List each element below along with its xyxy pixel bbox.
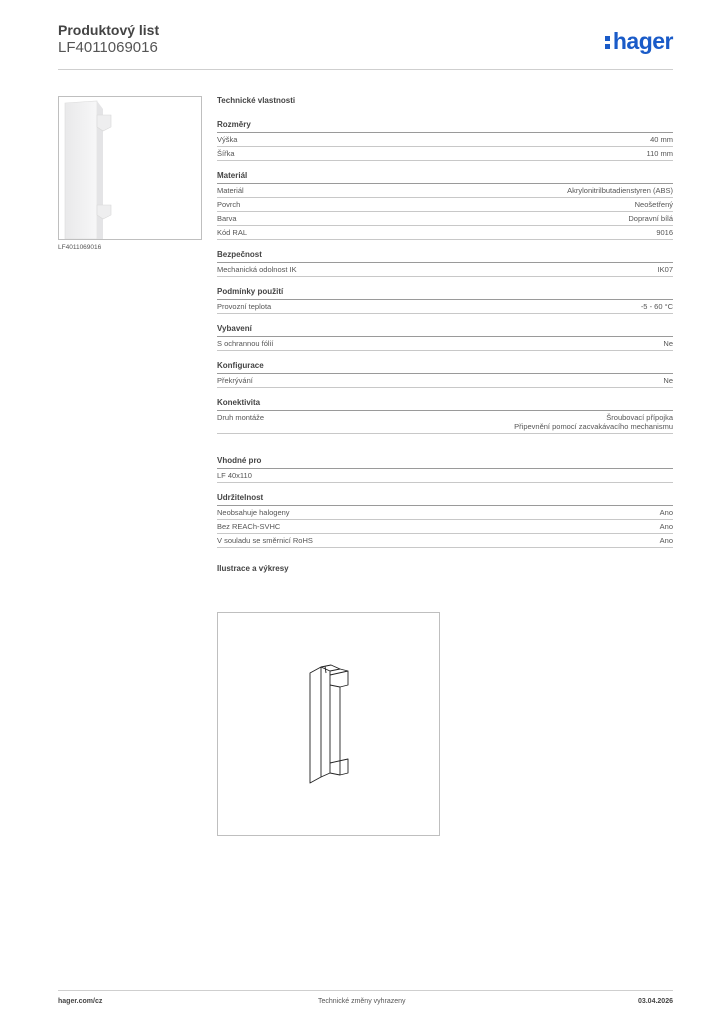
section-dimensions [217,120,673,161]
spec-label: Neobsahuje halogeny [217,508,290,517]
illustration-drawing [217,612,440,836]
section-conditions [217,287,673,314]
spec-label: Překrývání [217,376,253,385]
spec-value: 9016 [656,228,673,237]
spec-row [217,520,673,534]
product-image-caption: LF4011069016 [58,244,102,251]
section-title: Vhodné pro [217,456,673,469]
spec-row [217,469,673,483]
spec-value: -5 - 60 °C [640,302,673,311]
spec-value: 40 mm [650,135,673,144]
spec-value: Neošetřený [634,200,673,209]
spec-row [217,226,673,240]
spec-value-line: Šroubovací přípojka [606,413,673,422]
spec-label: Provozní teplota [217,302,272,311]
section-equipment [217,324,673,351]
spec-value: IK07 [657,265,673,274]
spec-row [217,212,673,226]
section-title: Materiál [217,171,673,184]
spec-value: Ano [659,508,673,517]
spec-label: Druh montáže [217,413,265,422]
footer-website-link[interactable]: hager.com/cz [58,998,103,1005]
spec-value: 110 mm [646,149,673,158]
hager-logo[interactable] [605,28,673,55]
footer-date: 03.04.2026 [637,998,673,1005]
spec-label: V souladu se směrnicí RoHS [217,536,313,545]
end-cap-drawing-icon [218,613,439,835]
section-suitable-for [217,456,673,483]
spec-row [217,411,673,434]
spec-row [217,263,673,277]
section-title: Bezpečnost [217,250,673,263]
specs-main-title: Technické vlastnosti [217,96,296,105]
footer-note: Technické změny vyhrazeny [318,998,406,1005]
spec-value-line: Připevnění pomocí zacvakávacího mechanismu [514,422,673,431]
page-header [58,22,673,70]
spec-value: Ne [663,339,673,348]
section-title: Podmínky použití [217,287,673,300]
product-code: LF4011069016 [58,39,158,56]
spec-row [217,147,673,161]
spec-label: Výška [217,135,238,144]
section-connectivity [217,398,673,434]
spec-label: Materiál [217,186,244,195]
spec-label: Bez REACh-SVHC [217,522,281,531]
section-title: Udržitelnost [217,493,673,506]
spec-value [514,413,673,431]
header-divider [58,69,673,70]
section-safety [217,250,673,277]
footer-divider [58,990,673,991]
spec-row [217,184,673,198]
spec-value: Ne [663,376,673,385]
spec-label: Povrch [217,200,241,209]
logo-text: hager [612,28,673,54]
spec-label: Mechanická odolnost IK [217,265,297,274]
section-sustainability [217,493,673,548]
specs-panel [217,96,673,573]
spec-row [217,337,673,351]
document-title: Produktový list [58,22,160,38]
section-title: Konfigurace [217,361,673,374]
spec-label: Kód RAL [217,228,248,237]
section-configuration [217,361,673,388]
spec-label: Šířka [217,149,235,158]
spec-value: Akrylonitrilbutadienstyren (ABS) [567,186,673,195]
spec-label: S ochrannou fólií [217,339,274,348]
spec-row [217,374,673,388]
spec-value: Ano [659,522,673,531]
end-cap-photo-icon [59,97,201,239]
section-material [217,171,673,240]
spec-label: LF 40x110 [217,471,252,480]
section-title: Konektivita [217,398,673,411]
section-title: Vybavení [217,324,673,337]
spec-value: Dopravní bílá [628,214,673,223]
spec-label: Barva [217,214,237,223]
spec-row [217,300,673,314]
spec-row [217,198,673,212]
spec-row [217,133,673,147]
spec-row [217,506,673,520]
spec-row [217,534,673,548]
section-title: Rozměry [217,120,673,133]
illustrations-title: Ilustrace a výkresy [217,564,289,573]
spec-value: Ano [659,536,673,545]
logo-dots-icon [605,34,611,50]
product-image [58,96,202,240]
